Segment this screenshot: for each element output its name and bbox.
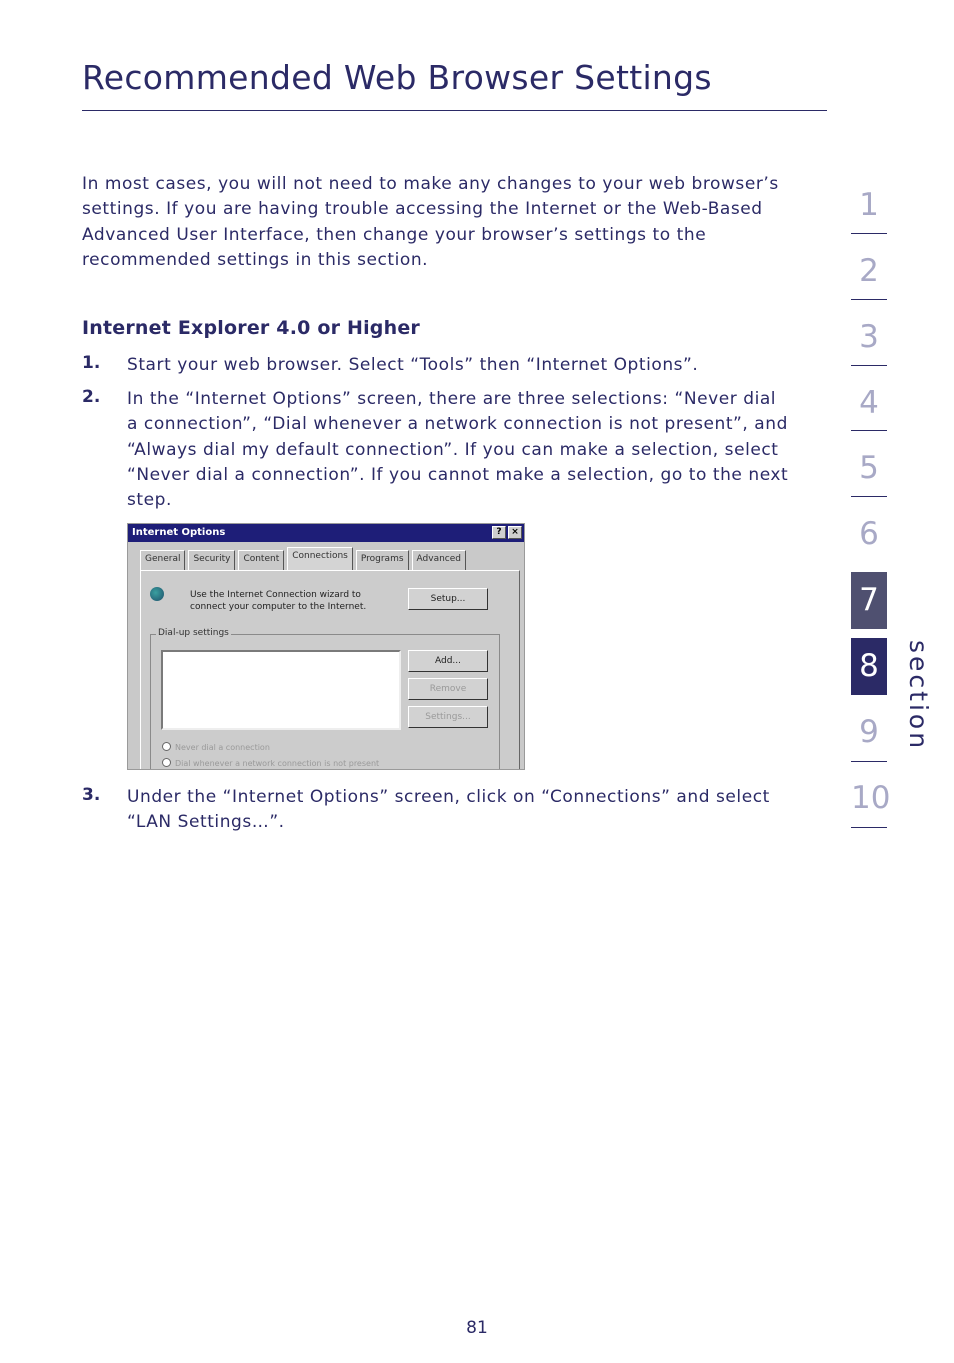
nav-divider <box>851 496 887 497</box>
radio-icon <box>162 742 171 751</box>
section-nav-8-current[interactable]: 8 <box>851 638 887 695</box>
section-nav-2[interactable]: 2 <box>859 253 879 289</box>
tab-general: General <box>140 550 185 570</box>
radio-dial-whenever <box>162 758 379 768</box>
tab-bar <box>140 550 466 570</box>
internet-options-screenshot <box>127 523 525 770</box>
dialup-list <box>161 650 401 730</box>
section-nav-5[interactable]: 5 <box>859 450 879 486</box>
tab-advanced: Advanced <box>412 550 466 570</box>
wizard-description: Use the Internet Connection wizard to connect your computer to the Internet. <box>190 590 367 612</box>
help-icon: ? <box>492 526 506 539</box>
step-number: 3. <box>82 785 101 805</box>
section-nav-9[interactable]: 9 <box>859 714 879 750</box>
page-title: Recommended Web Browser Settings <box>82 58 712 97</box>
nav-divider <box>851 761 887 762</box>
radio-icon <box>162 758 171 767</box>
radio-never-dial <box>162 742 270 752</box>
window-title: Internet Options <box>132 527 226 538</box>
step-text: Start your web browser. Select “Tools” then “Internet Options”. <box>127 355 699 375</box>
section-nav-3[interactable]: 3 <box>859 319 879 355</box>
step-3 <box>82 785 792 836</box>
nav-divider <box>851 827 887 828</box>
step-2 <box>82 387 792 513</box>
section-nav-10[interactable]: 10 <box>851 780 891 816</box>
tab-connections: Connections <box>287 547 353 570</box>
add-button: Add... <box>408 650 488 672</box>
tab-security: Security <box>188 550 235 570</box>
step-text: In the “Internet Options” screen, there are three selections: “Never dial a connection”, “Dial whenever a network connection is not present”, and “Always dial my default connection”. If you can make a selection, select “Never dial a connection”. If you cannot make a selection, go to the next step. <box>127 389 789 511</box>
step-number: 1. <box>82 353 101 373</box>
step-text: Under the “Internet Options” screen, click on “Connections” and select “LAN Settings…”. <box>127 787 770 833</box>
nav-divider <box>851 365 887 366</box>
section-nav-1[interactable]: 1 <box>859 187 879 223</box>
page-number: 81 <box>466 1318 488 1338</box>
radio-label: Dial whenever a network connection is not present <box>175 759 380 768</box>
section-nav-4[interactable]: 4 <box>859 385 879 421</box>
tab-content: Content <box>238 550 284 570</box>
close-icon: × <box>508 526 522 539</box>
radio-label: Never dial a connection <box>175 743 270 752</box>
remove-button: Remove <box>408 678 488 700</box>
setup-button: Setup... <box>408 588 488 610</box>
title-divider <box>82 110 827 111</box>
section-nav-7[interactable]: 7 <box>851 572 887 629</box>
section-label: section <box>904 640 933 752</box>
intro-paragraph: In most cases, you will not need to make any changes to your web browser’s settings. If you are having trouble accessing the Internet or the Web-Based Advanced User Interface, then change your browser’s settings to the recommended settings in this section. <box>82 174 779 270</box>
step-number: 2. <box>82 387 101 407</box>
internet-wizard-icon <box>150 587 164 601</box>
settings-button: Settings... <box>408 706 488 728</box>
tab-programs: Programs <box>356 550 409 570</box>
nav-divider <box>851 430 887 431</box>
nav-divider <box>851 299 887 300</box>
step-1 <box>82 353 792 378</box>
window-titlebar <box>128 524 524 542</box>
subheading: Internet Explorer 4.0 or Higher <box>82 317 420 339</box>
dialup-group-label: Dial-up settings <box>158 628 229 638</box>
section-nav-6[interactable]: 6 <box>859 516 879 552</box>
nav-divider <box>851 233 887 234</box>
